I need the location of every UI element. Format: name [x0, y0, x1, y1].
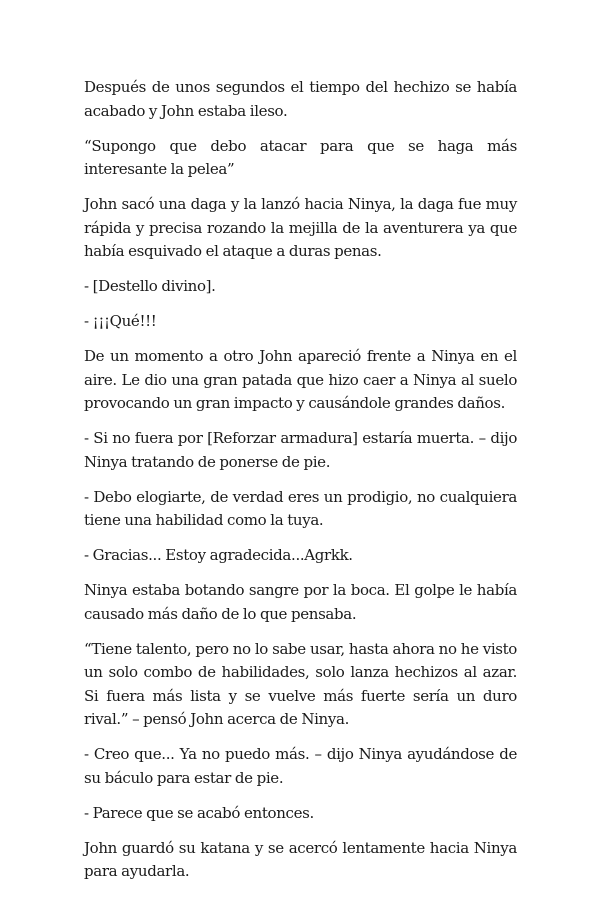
document-page	[84, 76, 517, 895]
paragraph: John guardó su katana y se acercó lentamente hacia Ninya para ayudarla.	[84, 838, 517, 880]
paragraph: Después de unos segundos el tiempo del hechizo se había acabado y John estaba ileso.	[84, 78, 517, 120]
paragraph: “Supongo que debo atacar para que se haga más interesante la pelea”	[84, 136, 517, 178]
paragraph: John sacó una daga y la lanzó hacia Ninya, la daga fue muy rápida y precisa rozando la mejilla de la aventurera ya que había esquivado el ataque a duras penas.	[84, 195, 517, 260]
paragraph: - [Destello divino].	[84, 277, 216, 295]
paragraph: De un momento a otro John apareció frente a Ninya en el aire. Le dio una gran patada que hizo caer a Ninya al suelo provocando un gran impacto y causándole grandes daños.	[84, 347, 517, 412]
paragraph: - Si no fuera por [Reforzar armadura] estaría muerta. – dijo Ninya tratando de ponerse de pie.	[84, 429, 517, 471]
paragraph: - Debo elogiarte, de verdad eres un prodigio, no cualquiera tiene una habilidad como la tuya.	[84, 487, 517, 529]
paragraph: - ¡¡¡Qué!!!	[84, 312, 157, 330]
paragraph: - Parece que se acabó entonces.	[84, 803, 314, 822]
paragraph: “Tiene talento, pero no lo sabe usar, hasta ahora no he visto un solo combo de habilidades, solo lanza hechizos al azar. Si fuera más lista y se vuelve más fuerte sería un duro rival.” – pensó John acerca de Ninya.	[84, 639, 517, 728]
paragraph: - Gracias... Estoy agradecida...Agrkk.	[84, 546, 353, 564]
paragraph: - Creo que... Ya no puedo más. – dijo Ninya ayudándose de su báculo para estar de pie.	[84, 745, 517, 787]
paragraph: Ninya estaba botando sangre por la boca. El golpe le había causado más daño de lo que pensaba.	[84, 581, 517, 623]
